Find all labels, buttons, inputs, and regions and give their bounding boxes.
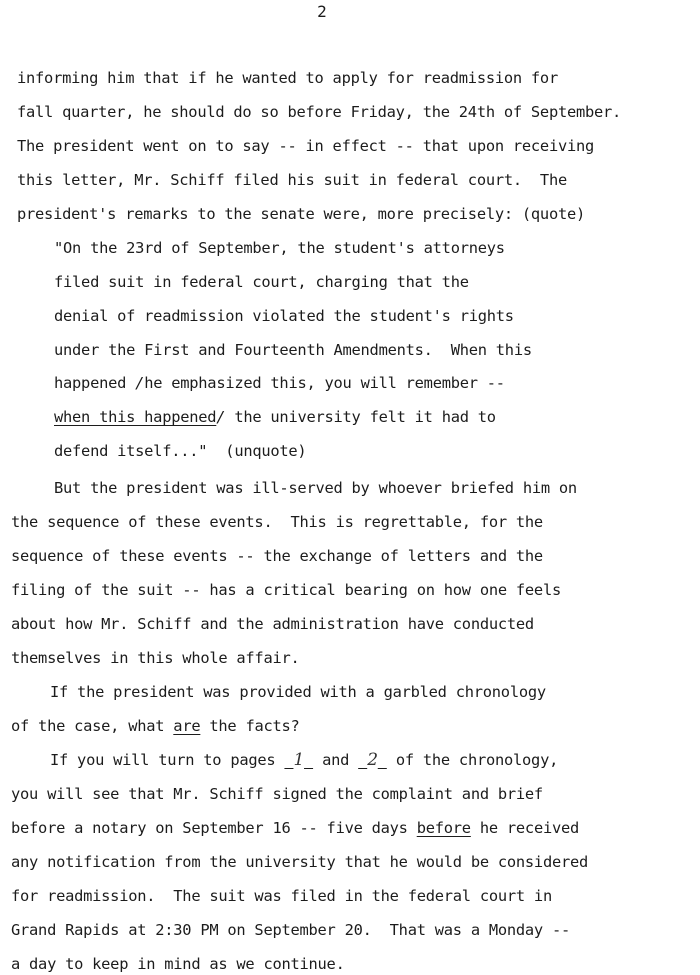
text-line: filing of the suit -- has a critical bearing on how one feels [11, 581, 561, 599]
text-line: But the president was ill-served by whoever briefed him on [54, 479, 577, 497]
text-line: fall quarter, he should do so before Friday, the 24th of September. [17, 103, 622, 121]
text-line: informing him that if he wanted to apply for readmission for [17, 69, 558, 87]
text-line: a day to keep in mind as we continue. [11, 955, 345, 973]
text-segment: he received [470, 819, 580, 837]
text-line: about how Mr. Schiff and the administration have conducted [11, 615, 534, 633]
handwritten-page-number: 2 [367, 750, 378, 770]
quote-line: denial of readmission violated the student's rights [54, 307, 514, 325]
text-line: this letter, Mr. Schiff filed his suit in federal court. The [17, 171, 567, 189]
quote-line [54, 407, 496, 427]
quote-line: under the First and Fourteenth Amendments. When this [54, 341, 532, 359]
text-segment: If you will turn to pages [50, 751, 285, 769]
quote-line: defend itself..." (unquote) [54, 442, 307, 460]
text-segment: he emphasized this, you will remember -- [144, 374, 505, 392]
text-line: themselves in this whole affair. [11, 649, 300, 667]
text-line: If the president was provided with a garbled chronology [50, 683, 546, 701]
underlined-text: before [416, 819, 471, 837]
text-line [11, 716, 300, 736]
underlined-text: when this happened [54, 408, 217, 426]
text-segment: of the chronology, [386, 751, 559, 769]
handwritten-bracket: / [216, 408, 226, 426]
text-line: any notification from the university that he would be considered [11, 853, 589, 871]
text-line: for readmission. The suit was filed in the federal court in [11, 887, 552, 905]
text-line [50, 750, 558, 770]
text-line: you will see that Mr. Schiff signed the complaint and brief [11, 785, 543, 803]
text-line: the sequence of these events. This is regrettable, for the [11, 513, 543, 531]
quote-line: filed suit in federal court, charging that the [54, 273, 469, 291]
text-line: president's remarks to the senate were, more precisely: (quote) [17, 205, 586, 223]
underlined-text: are [173, 717, 201, 735]
quote-line: "On the 23rd of September, the student's attorneys [54, 239, 505, 257]
text-segment: before a notary on September 16 -- five days [11, 819, 417, 837]
page-number: 2 [317, 2, 327, 21]
quote-line [54, 373, 505, 393]
text-line [11, 818, 579, 838]
text-line: The president went on to say -- in effect -- that upon receiving [17, 137, 595, 155]
text-segment: the facts? [200, 717, 300, 735]
text-segment: and [313, 751, 359, 769]
handwritten-bracket: / [135, 374, 145, 392]
text-segment: happened [54, 374, 136, 392]
handwritten-page-number: 1 [293, 750, 305, 770]
text-segment: the university felt it had to [225, 408, 496, 426]
text-segment: of the case, what [11, 717, 174, 735]
text-line: sequence of these events -- the exchange of letters and the [11, 547, 543, 565]
text-line: Grand Rapids at 2:30 PM on September 20. That was a Monday -- [11, 921, 570, 939]
